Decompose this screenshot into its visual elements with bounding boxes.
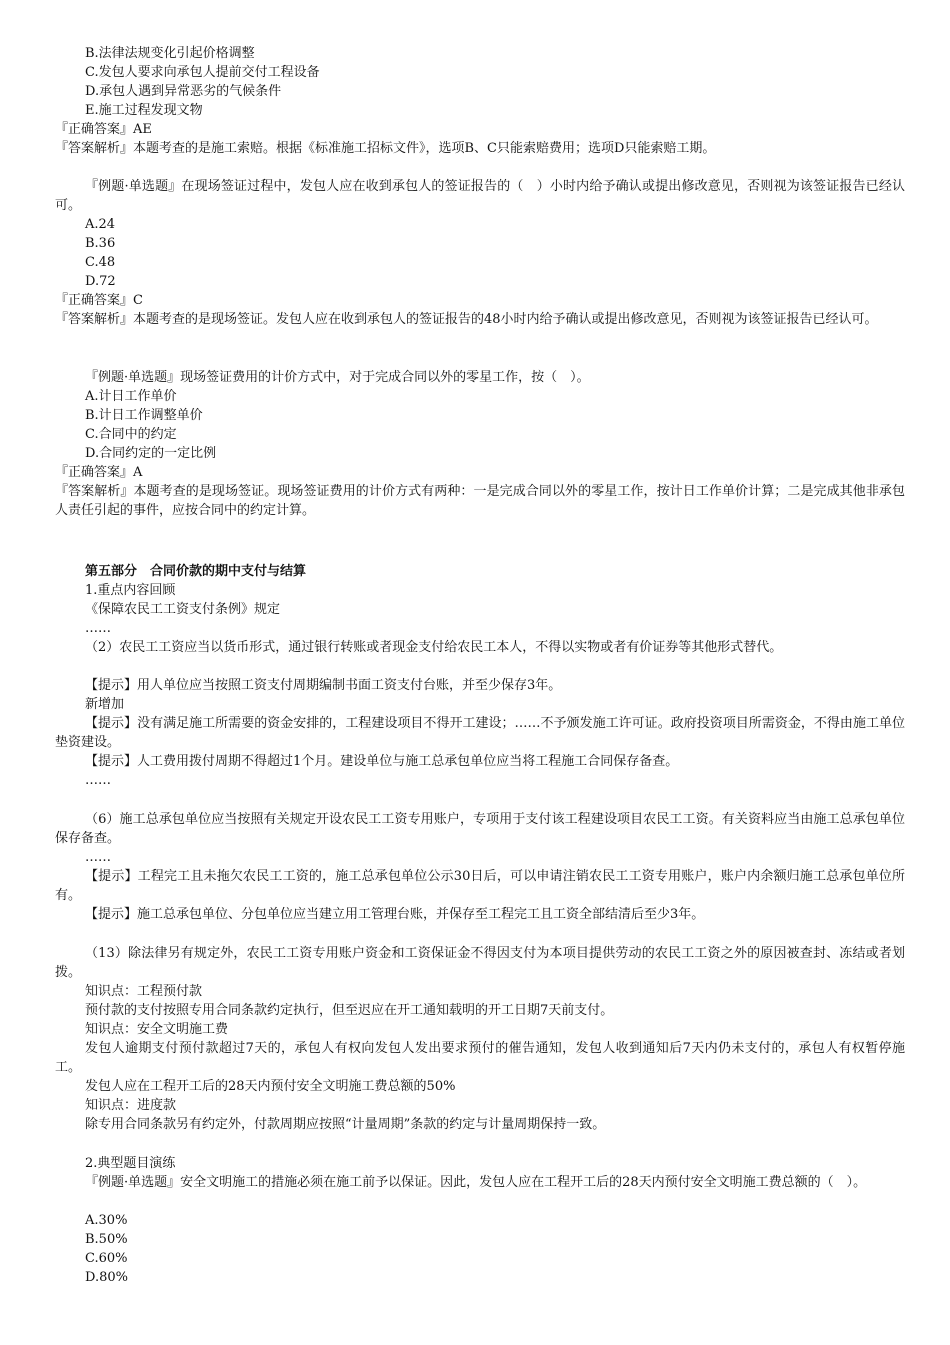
option-c: C.合同中的约定 xyxy=(85,427,177,442)
knowledge-point: 知识点：安全文明施工费 xyxy=(85,1022,229,1037)
tip: 【提示】施工总承包单位、分包单位应当建立用工管理台账，并保存至工程完工且工资全部结清后至少3年。 xyxy=(85,907,705,922)
option-c: C.60% xyxy=(85,1251,128,1266)
clause-2: （2）农民工工资应当以货币形式，通过银行转账或者现金支付给农民工本人，不得以实物或者有价证券等其他形式替代。 xyxy=(85,640,783,655)
subsection-title: 2.典型题目演练 xyxy=(85,1156,176,1171)
answer-analysis: 『答案解析』本题考查的是现场签证。发包人应在收到承包人的签证报告的48小时内给予确认或提出修改意见，否则视为该签证报告已经认可。 xyxy=(55,312,878,327)
option-b: B.50% xyxy=(85,1232,128,1247)
correct-answer: 『正确答案』AE xyxy=(55,122,152,137)
knowledge-point: 知识点：进度款 xyxy=(85,1098,177,1113)
option-b: B.计日工作调整单价 xyxy=(85,408,203,423)
added-label: 新增加 xyxy=(85,697,125,712)
subsection-title: 1.重点内容回顾 xyxy=(85,583,176,598)
option-e: E.施工过程发现文物 xyxy=(85,103,203,118)
knowledge-text: 发包人应在工程开工后的28天内预付安全文明施工费总额的50% xyxy=(85,1079,456,1094)
option-d: D.80% xyxy=(85,1270,128,1285)
tip: 【提示】没有满足施工所需要的资金安排的，工程建设项目不得开工建设；……不予颁发施工许可证。政府投资项目所需资金，不得由施工单位垫资建设。 xyxy=(55,716,905,750)
knowledge-text: 发包人逾期支付预付款超过7天的，承包人有权向发包人发出要求预付的催告通知，发包人收到通知后7天内仍未支付的，承包人有权暂停施工。 xyxy=(55,1041,905,1075)
tip: 【提示】用人单位应当按照工资支付周期编制书面工资支付台账，并至少保存3年。 xyxy=(85,678,562,693)
option-d: D.合同约定的一定比例 xyxy=(85,446,217,461)
clause-6: （6）施工总承包单位应当按照有关规定开设农民工工资专用账户，专项用于支付该工程建设项目农民工工资。有关资料应当由施工总承包单位保存备查。 xyxy=(55,812,905,846)
answer-analysis: 『答案解析』本题考查的是现场签证。现场签证费用的计价方式有两种：一是完成合同以外的零星工作，按计日工作单价计算；二是完成其他非承包人责任引起的事件，应按合同中的约定计算。 xyxy=(55,484,905,518)
question-stem: 『例题·单选题』现场签证费用的计价方式中，对于完成合同以外的零星工作，按（ ）。 xyxy=(85,370,590,385)
correct-answer: 『正确答案』C xyxy=(55,293,143,308)
option-b: B.36 xyxy=(85,236,116,251)
option-b: B.法律法规变化引起价格调整 xyxy=(85,46,255,61)
option-a: A.计日工作单价 xyxy=(85,389,177,404)
tip: 【提示】人工费用拨付周期不得超过1个月。建设单位与施工总承包单位应当将工程施工合同保存备查。 xyxy=(85,754,679,769)
option-c: C.发包人要求向承包人提前交付工程设备 xyxy=(85,65,320,80)
ellipsis: …… xyxy=(85,773,111,788)
question-stem: 『例题·单选题』在现场签证过程中，发包人应在收到承包人的签证报告的（ ）小时内给予确认或提出修改意见，否则视为该签证报告已经认可。 xyxy=(55,179,905,213)
question-stem: 『例题·单选题』安全文明施工的措施必须在施工前予以保证。因此，发包人应在工程开工后的28天内预付安全文明施工费总额的（ ）。 xyxy=(85,1175,867,1190)
section-heading: 第五部分 合同价款的期中支付与结算 xyxy=(85,564,307,579)
option-c: C.48 xyxy=(85,255,116,270)
option-d: D.承包人遇到异常恶劣的气候条件 xyxy=(85,84,282,99)
tip: 【提示】工程完工且未拖欠农民工工资的，施工总承包单位公示30日后，可以申请注销农民工工资专用账户，账户内余额归施工总承包单位所有。 xyxy=(55,869,905,903)
knowledge-point: 知识点：工程预付款 xyxy=(85,984,203,999)
ellipsis: …… xyxy=(85,850,111,865)
regulation-title: 《保障农民工工资支付条例》规定 xyxy=(85,602,281,617)
ellipsis: …… xyxy=(85,621,111,636)
option-a: A.24 xyxy=(85,217,116,232)
knowledge-text: 预付款的支付按照专用合同条款约定执行，但至迟应在开工通知载明的开工日期7天前支付。 xyxy=(85,1003,614,1018)
option-d: D.72 xyxy=(85,274,116,289)
option-a: A.30% xyxy=(85,1213,128,1228)
answer-analysis: 『答案解析』本题考查的是施工索赔。根据《标准施工招标文件》，选项B、C只能索赔费用；选项D只能索赔工期。 xyxy=(55,141,716,156)
clause-13: （13）除法律另有规定外，农民工工资专用账户资金和工资保证金不得因支付为本项目提供劳动的农民工工资之外的原因被查封、冻结或者划拨。 xyxy=(55,946,905,980)
correct-answer: 『正确答案』A xyxy=(55,465,143,480)
knowledge-text: 除专用合同条款另有约定外，付款周期应按照“计量周期”条款的约定与计量周期保持一致。 xyxy=(85,1117,606,1132)
